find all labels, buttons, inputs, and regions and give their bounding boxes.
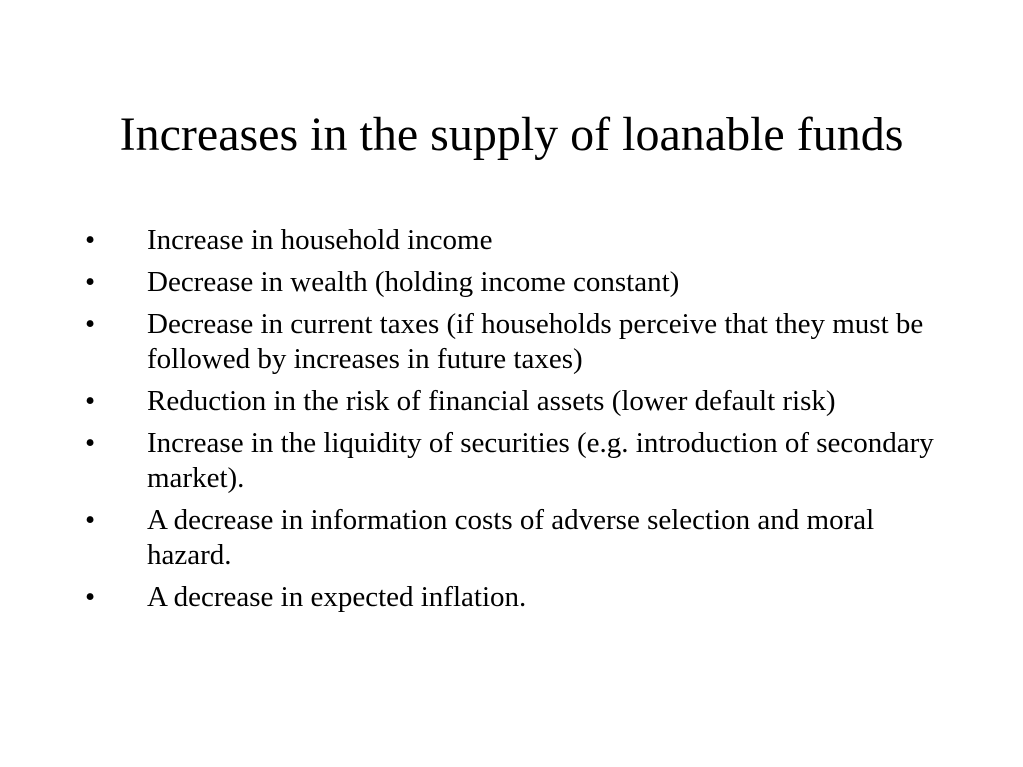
bullet-item [85,307,945,377]
bullet-text: Decrease in current taxes (if households perceive that they must be followed by increases in future taxes) [147,308,924,375]
bullet-text: Decrease in wealth (holding income constant) [147,266,680,298]
bullet-item [85,384,945,419]
bullet-text: Increase in the liquidity of securities (e.g. introduction of secondary market). [147,427,934,494]
bullet-marker: • [85,385,96,417]
bullet-item [85,223,945,258]
bullet-item [85,503,945,573]
bullet-text: A decrease in information costs of adverse selection and moral hazard. [147,504,875,571]
bullet-marker: • [85,224,96,256]
bullet-item [85,426,945,496]
bullet-text: Reduction in the risk of financial assets (lower default risk) [147,385,836,417]
bullet-text: A decrease in expected inflation. [147,581,527,613]
bullet-marker: • [85,266,96,298]
bullet-marker: • [85,427,96,459]
bullet-marker: • [85,308,96,340]
bullet-marker: • [85,581,96,613]
bullet-item [85,580,945,615]
bullet-list [85,223,945,622]
slide-title: Increases in the supply of loanable funds [119,108,904,161]
bullet-marker: • [85,504,96,536]
bullet-text: Increase in household income [147,224,493,256]
bullet-item [85,265,945,300]
